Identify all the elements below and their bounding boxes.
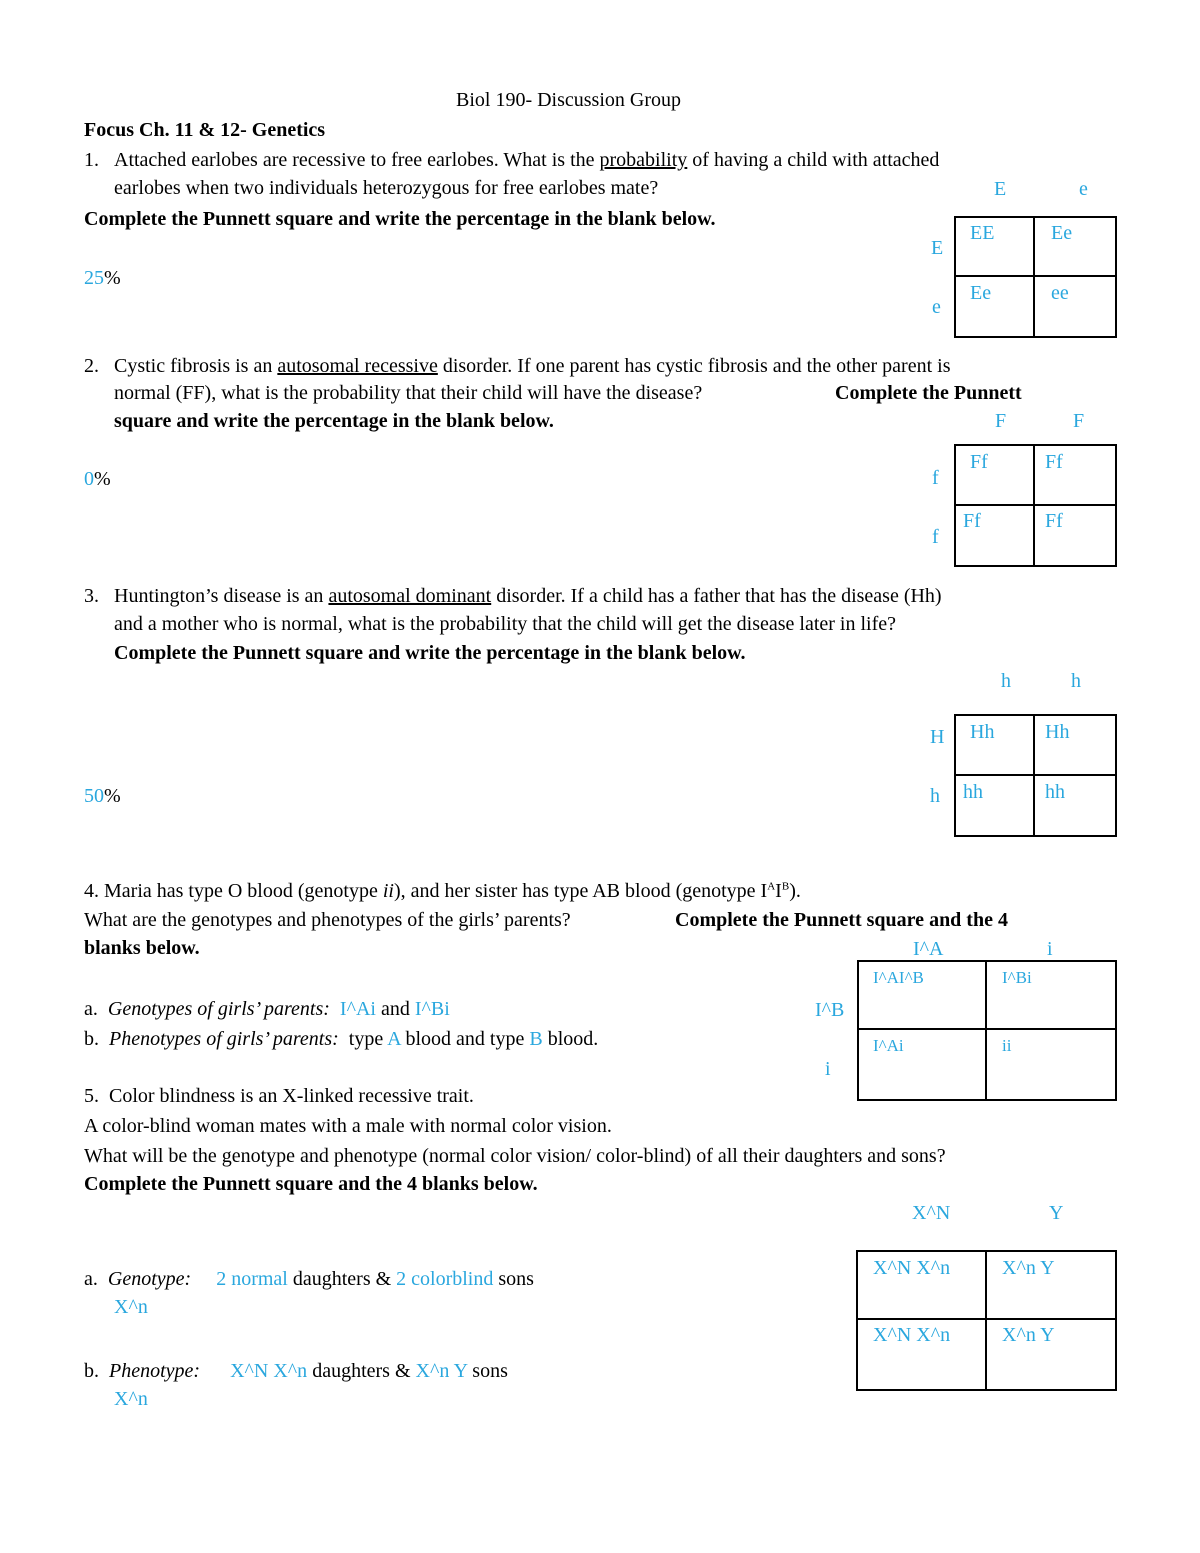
q2-cell-4: Ff (1045, 510, 1063, 532)
q4-b-row: b. Phenotypes of girls’ parents: type A blood and type B blood. (84, 1028, 599, 1050)
q5-top-allele-2: Y (1049, 1202, 1064, 1224)
q3-instruction: Complete the Punnett square and write the percentage in the blank below. (114, 642, 746, 664)
q5-a-row: a. Genotype: 2 normal daughters & 2 colorblind sons (84, 1268, 534, 1290)
q4-side-allele-2: i (825, 1058, 831, 1080)
q1-side-allele-1: E (931, 237, 944, 259)
q4-a-answer-2: I^Bi (414, 998, 450, 1020)
q5-line2: A color-blind woman mates with a male with normal color vision. (84, 1115, 612, 1137)
q2-answer[interactable]: 0% (84, 468, 111, 490)
q3-answer[interactable]: 50% (84, 785, 121, 807)
q2-cell-2: Ff (1045, 451, 1063, 473)
q2-line2: normal (FF), what is the probability that their child will have the disease? (114, 382, 703, 404)
q5-line3: What will be the genotype and phenotype (normal color vision/ color-blind) of all their daughters and sons? (84, 1145, 946, 1167)
q1-cell-1: EE (970, 222, 995, 244)
q4-side-allele-1: I^B (815, 999, 845, 1021)
q5-top-allele-1: X^N (912, 1202, 951, 1224)
q4-line1: 4. Maria has type O blood (genotype ii), and her sister has type AB blood (genotype $I^AI^B$). (84, 880, 801, 902)
q3-top-allele-2: h (1071, 670, 1081, 692)
q4-cell-1: I^AI^B (873, 968, 924, 987)
q2-side-allele-2: f (932, 526, 939, 548)
q3-cell-3: hh (963, 781, 983, 803)
q4-cell-3: I^Ai (873, 1036, 904, 1055)
q1-line1: Attached earlobes are recessive to free earlobes. What is the probability of having a child with attached (114, 149, 940, 171)
q5-cell-3: X^N X^n (873, 1324, 951, 1346)
q4-instruction-2: blanks below. (84, 937, 200, 959)
q4-line2: What are the genotypes and phenotypes of the girls’ parents? (84, 909, 571, 931)
q4-instruction-1: Complete the Punnett square and the 4 (675, 909, 1008, 931)
q5-cell-4: X^n Y (1002, 1324, 1055, 1346)
q3-number: 3. (84, 585, 99, 607)
q2-number: 2. (84, 355, 99, 377)
q2-top-allele-1: F (995, 410, 1007, 432)
q5-a-answer-2: 2 colorblind (396, 1268, 494, 1290)
q5-cell-1: X^N X^n (873, 1257, 951, 1279)
q5-instruction: Complete the Punnett square and the 4 blanks below. (84, 1173, 538, 1195)
q5-cell-2: X^n Y (1002, 1257, 1055, 1279)
q3-line2: and a mother who is normal, what is the probability that the child will get the disease later in life? (114, 613, 897, 635)
q4-cell-4: ii (1002, 1036, 1012, 1055)
q3-side-allele-1: H (930, 726, 945, 748)
q3-line1: Huntington’s disease is an autosomal dominant disorder. If a child has a father that has the disease (Hh) (114, 585, 942, 607)
q4-top-allele-1: I^A (913, 938, 944, 960)
q3-cell-4: hh (1045, 781, 1065, 803)
q2-cell-3: Ff (963, 510, 981, 532)
q1-cell-3: Ee (970, 282, 992, 304)
q5-b-answer-1: X^N X^n (230, 1360, 308, 1382)
q5-a-side: X^n (114, 1296, 148, 1318)
q1-answer[interactable]: 25% (84, 267, 121, 289)
q2-instruction-2: square and write the percentage in the blank below. (114, 410, 554, 432)
q2-line1: Cystic fibrosis is an autosomal recessive disorder. If one parent has cystic fibrosis and the other parent is (114, 355, 951, 377)
q2-instruction-1: Complete the Punnett (835, 382, 1022, 404)
q1-number: 1. (84, 149, 99, 171)
q3-side-allele-2: h (930, 785, 940, 807)
q2-cell-1: Ff (970, 451, 988, 473)
q1-cell-4: ee (1051, 282, 1069, 304)
q3-top-allele-1: h (1001, 670, 1011, 692)
q1-side-allele-2: e (932, 296, 941, 318)
q1-top-allele-2: e (1079, 178, 1088, 200)
focus-heading: Focus Ch. 11 & 12- Genetics (84, 119, 326, 141)
q3-cell-1: Hh (970, 721, 995, 743)
q5-b-side: X^n (114, 1388, 148, 1410)
q4-top-allele-2: i (1047, 938, 1053, 960)
q4-b-answer-2: B (529, 1028, 543, 1050)
q4-a-row: a. Genotypes of girls’ parents: I^Ai and I^Bi (84, 998, 450, 1020)
q1-cell-2: Ee (1051, 222, 1073, 244)
q5-a-answer-1: 2 normal (216, 1268, 288, 1290)
page-title: Biol 190- Discussion Group (456, 89, 681, 111)
q3-cell-2: Hh (1045, 721, 1070, 743)
q2-top-allele-2: F (1073, 410, 1085, 432)
q4-a-answer-1: I^Ai (339, 998, 376, 1020)
q5-b-answer-2: X^n Y (415, 1360, 468, 1382)
q1-line2: earlobes when two individuals heterozygous for free earlobes mate? (114, 177, 659, 199)
q4-cell-2: I^Bi (1002, 968, 1032, 987)
q1-top-allele-1: E (994, 178, 1007, 200)
q5-line1: 5. Color blindness is an X-linked recessive trait. (84, 1085, 474, 1107)
q1-instruction: Complete the Punnett square and write the percentage in the blank below. (84, 208, 716, 230)
q4-b-answer-1: A (387, 1028, 401, 1050)
q2-side-allele-1: f (932, 467, 939, 489)
q5-b-row: b. Phenotype: X^N X^n daughters & X^n Y sons (84, 1360, 508, 1382)
